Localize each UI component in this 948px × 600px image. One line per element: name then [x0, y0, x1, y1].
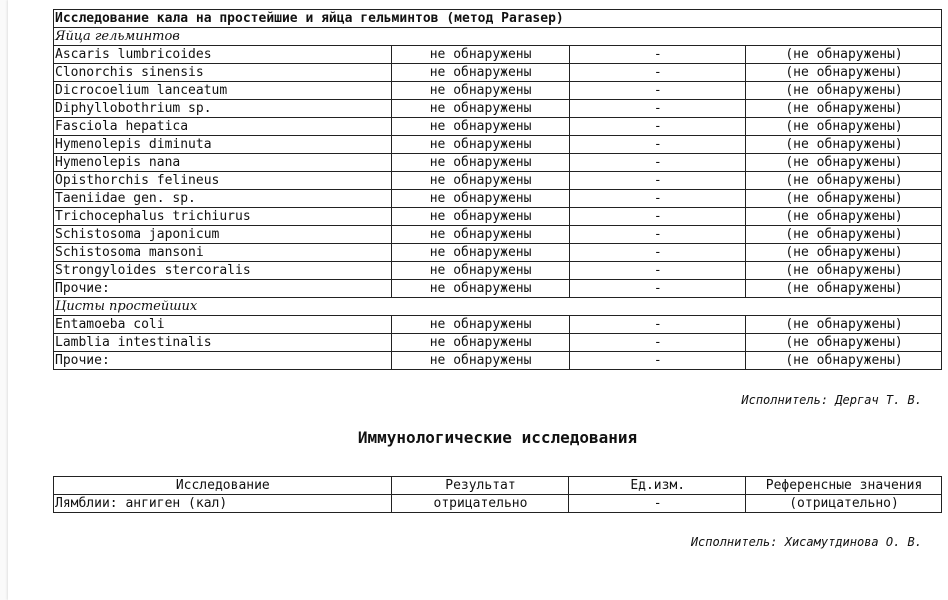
organism-name: Clonorchis sinensis [54, 64, 392, 82]
result-value: не обнаружены [391, 46, 569, 64]
unit-value: - [569, 154, 746, 172]
result-value: не обнаружены [391, 280, 569, 298]
immunology-header-row [54, 477, 942, 495]
header-test: Исследование [54, 477, 392, 495]
test-name: Лямблии: ангиген (кал) [54, 495, 392, 513]
organism-name: Прочие: [54, 280, 392, 298]
unit-value: - [569, 226, 746, 244]
parasite-executor: Исполнитель: Дергач Т. В. [741, 393, 922, 407]
reference-value: (не обнаружены) [746, 334, 942, 352]
unit-value: - [569, 172, 746, 190]
result-value: не обнаружены [391, 334, 569, 352]
table-row [54, 316, 942, 334]
organism-name: Diphyllobothrium sp. [54, 100, 392, 118]
immunology-results-table [53, 476, 942, 513]
immunology-section-title: Иммунологические исследования [357, 428, 638, 447]
organism-name: Opisthorchis felineus [54, 172, 392, 190]
reference-value: (не обнаружены) [746, 136, 942, 154]
result-value: не обнаружены [391, 226, 569, 244]
unit-value: - [569, 244, 746, 262]
table-row [54, 226, 942, 244]
report-page [8, 0, 948, 600]
result-value: не обнаружены [391, 64, 569, 82]
organism-name: Ascaris lumbricoides [54, 46, 392, 64]
organism-name: Taeniidae gen. sp. [54, 190, 392, 208]
unit-value: - [569, 136, 746, 154]
reference-value: (не обнаружены) [746, 352, 942, 370]
test-result: отрицательно [391, 495, 569, 513]
immunology-executor: Исполнитель: Хисамутдинова О. В. [690, 535, 922, 549]
result-value: не обнаружены [391, 352, 569, 370]
unit-value: - [569, 280, 746, 298]
protozoa-group-row [54, 298, 942, 316]
header-unit: Ед.изм. [569, 477, 746, 495]
unit-value: - [569, 352, 746, 370]
reference-value: (не обнаружены) [746, 226, 942, 244]
unit-value: - [569, 118, 746, 136]
reference-value: (не обнаружены) [746, 82, 942, 100]
unit-value: - [569, 100, 746, 118]
result-value: не обнаружены [391, 172, 569, 190]
table-row [54, 244, 942, 262]
test-unit: - [569, 495, 746, 513]
result-value: не обнаружены [391, 244, 569, 262]
unit-value: - [569, 46, 746, 64]
cut-off-previous-text [53, 0, 948, 6]
result-value: не обнаружены [391, 154, 569, 172]
protozoa-group-label: Цисты простейших [54, 298, 942, 316]
table-row [54, 46, 942, 64]
result-value: не обнаружены [391, 100, 569, 118]
reference-value: (не обнаружены) [746, 46, 942, 64]
unit-value: - [569, 82, 746, 100]
organism-name: Schistosoma japonicum [54, 226, 392, 244]
organism-name: Schistosoma mansoni [54, 244, 392, 262]
result-value: не обнаружены [391, 316, 569, 334]
organism-name: Hymenolepis diminuta [54, 136, 392, 154]
table-row [54, 208, 942, 226]
result-value: не обнаружены [391, 262, 569, 280]
reference-value: (не обнаружены) [746, 208, 942, 226]
result-value: не обнаружены [391, 82, 569, 100]
organism-name: Entamoeba coli [54, 316, 392, 334]
helminth-group-row [54, 28, 942, 46]
organism-name: Hymenolepis nana [54, 154, 392, 172]
result-value: не обнаружены [391, 190, 569, 208]
parasite-section-title: Исследование кала на простейшие и яйца гельминтов (метод Parasep) [54, 10, 942, 28]
table-row [54, 190, 942, 208]
organism-name: Прочие: [54, 352, 392, 370]
unit-value: - [569, 190, 746, 208]
reference-value: (не обнаружены) [746, 262, 942, 280]
header-result: Результат [391, 477, 569, 495]
table-row [54, 100, 942, 118]
reference-value: (не обнаружены) [746, 244, 942, 262]
organism-name: Dicrocoelium lanceatum [54, 82, 392, 100]
helminth-group-label: Яйца гельминтов [54, 28, 942, 46]
test-reference: (отрицательно) [746, 495, 942, 513]
organism-name: Lamblia intestinalis [54, 334, 392, 352]
table-row [54, 262, 942, 280]
organism-name: Trichocephalus trichiurus [54, 208, 392, 226]
result-value: не обнаружены [391, 118, 569, 136]
reference-value: (не обнаружены) [746, 100, 942, 118]
reference-value: (не обнаружены) [746, 64, 942, 82]
unit-value: - [569, 262, 746, 280]
reference-value: (не обнаружены) [746, 280, 942, 298]
table-row [54, 352, 942, 370]
parasite-results-table [53, 9, 942, 370]
reference-value: (не обнаружены) [746, 154, 942, 172]
organism-name: Strongyloides stercoralis [54, 262, 392, 280]
reference-value: (не обнаружены) [746, 316, 942, 334]
unit-value: - [569, 208, 746, 226]
parasite-table-title-row [54, 10, 942, 28]
table-row [54, 154, 942, 172]
organism-name: Fasciola hepatica [54, 118, 392, 136]
unit-value: - [569, 334, 746, 352]
result-value: не обнаружены [391, 208, 569, 226]
table-row [54, 82, 942, 100]
reference-value: (не обнаружены) [746, 190, 942, 208]
table-row [54, 172, 942, 190]
result-value: не обнаружены [391, 136, 569, 154]
table-row [54, 334, 942, 352]
table-row [54, 495, 942, 513]
table-row [54, 118, 942, 136]
reference-value: (не обнаружены) [746, 172, 942, 190]
table-row [54, 136, 942, 154]
unit-value: - [569, 64, 746, 82]
header-reference: Референсные значения [746, 477, 942, 495]
table-row [54, 64, 942, 82]
table-row [54, 280, 942, 298]
reference-value: (не обнаружены) [746, 118, 942, 136]
unit-value: - [569, 316, 746, 334]
